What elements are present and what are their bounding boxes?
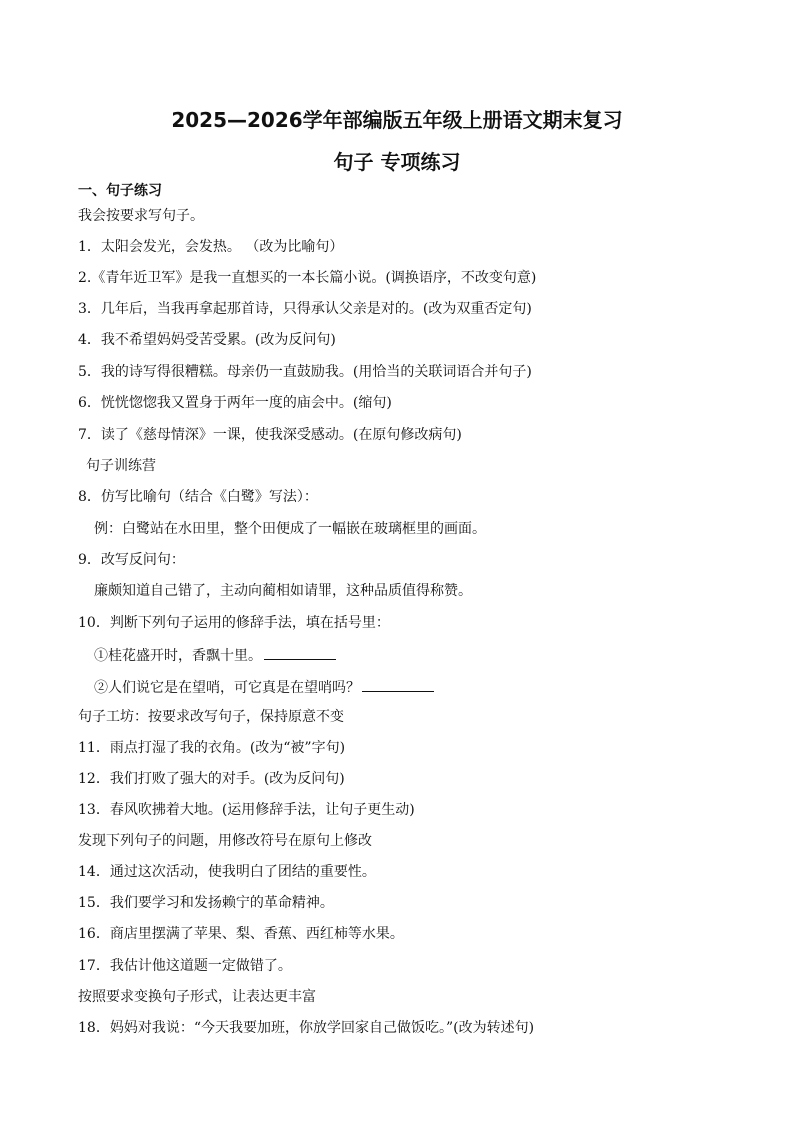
section-heading: 句子训练营: [86, 458, 156, 474]
question-1: 1．太阳会发光，会发热。 （改为比喻句）: [78, 239, 344, 255]
question-9-sentence: 廉颇知道自己错了，主动向蔺相如请罪，这种品质值得称赞。: [94, 583, 472, 599]
answer-blank[interactable]: [362, 677, 434, 692]
question-10-a: [94, 645, 336, 665]
section-heading: 发现下列句子的问题，用修改符号在原句上修改: [78, 833, 372, 849]
question-2: 2.《青年近卫军》是我一直想买的一本长篇小说。(调换语序，不改变句意): [78, 270, 537, 286]
question-15: 15．我们要学习和发扬赖宁的革命精神。: [78, 895, 334, 911]
section-heading: 按照要求变换句子形式，让表达更丰富: [78, 989, 316, 1005]
question-10: 10．判断下列句子运用的修辞手法，填在括号里：: [78, 615, 390, 631]
question-7: 7．读了《慈母情深》一课，使我深受感动。(在原句修改病句): [78, 427, 462, 443]
question-9: 9．改写反问句：: [78, 552, 185, 568]
question-11: 11．雨点打湿了我的衣角。(改为“被”字句): [78, 740, 346, 756]
question-5: 5．我的诗写得很糟糕。母亲仍一直鼓励我。(用恰当的关联词语合并句子): [78, 364, 532, 380]
question-18: 18．妈妈对我说：“今天我要加班，你放学回家自己做饭吃。”(改为转述句): [78, 1020, 535, 1036]
question-10-a-text: ①桂花盛开时，香飘十里。: [94, 648, 262, 664]
question-12: 12．我们打败了强大的对手。(改为反问句): [78, 771, 345, 787]
document-subtitle: 句子 专项练习: [333, 150, 461, 174]
question-6: 6．恍恍惚惚我又置身于两年一度的庙会中。(缩句): [78, 395, 392, 411]
question-4: 4．我不希望妈妈受苦受累。(改为反问句): [78, 332, 336, 348]
answer-blank[interactable]: [264, 645, 336, 660]
document-title: 2025—2026学年部编版五年级上册语文期末复习: [171, 108, 623, 132]
question-10-b-text: ②人们说它是在望哨，可它真是在望哨吗？: [94, 680, 360, 696]
question-14: 14．通过这次活动，使我明白了团结的重要性。: [78, 864, 376, 880]
question-13: 13．春风吹拂着大地。(运用修辞手法，让句子更生动): [78, 802, 415, 818]
section-heading: 一、句子练习: [78, 183, 162, 199]
question-8-example: 例：白鹭站在水田里，整个田便成了一幅嵌在玻璃框里的画面。: [94, 521, 486, 537]
question-3: 3．几年后，当我再拿起那首诗，只得承认父亲是对的。(改为双重否定句): [78, 301, 532, 317]
section-heading: 句子工坊：按要求改写句子，保持原意不变: [78, 709, 344, 725]
question-10-b: [94, 677, 434, 697]
section-intro: 我会按要求写句子。: [78, 208, 204, 224]
question-8: 8．仿写比喻句（结合《白鹭》写法）：: [78, 489, 318, 505]
question-17: 17．我估计他这道题一定做错了。: [78, 958, 292, 974]
question-16: 16．商店里摆满了苹果、梨、香蕉、西红柿等水果。: [78, 926, 404, 942]
